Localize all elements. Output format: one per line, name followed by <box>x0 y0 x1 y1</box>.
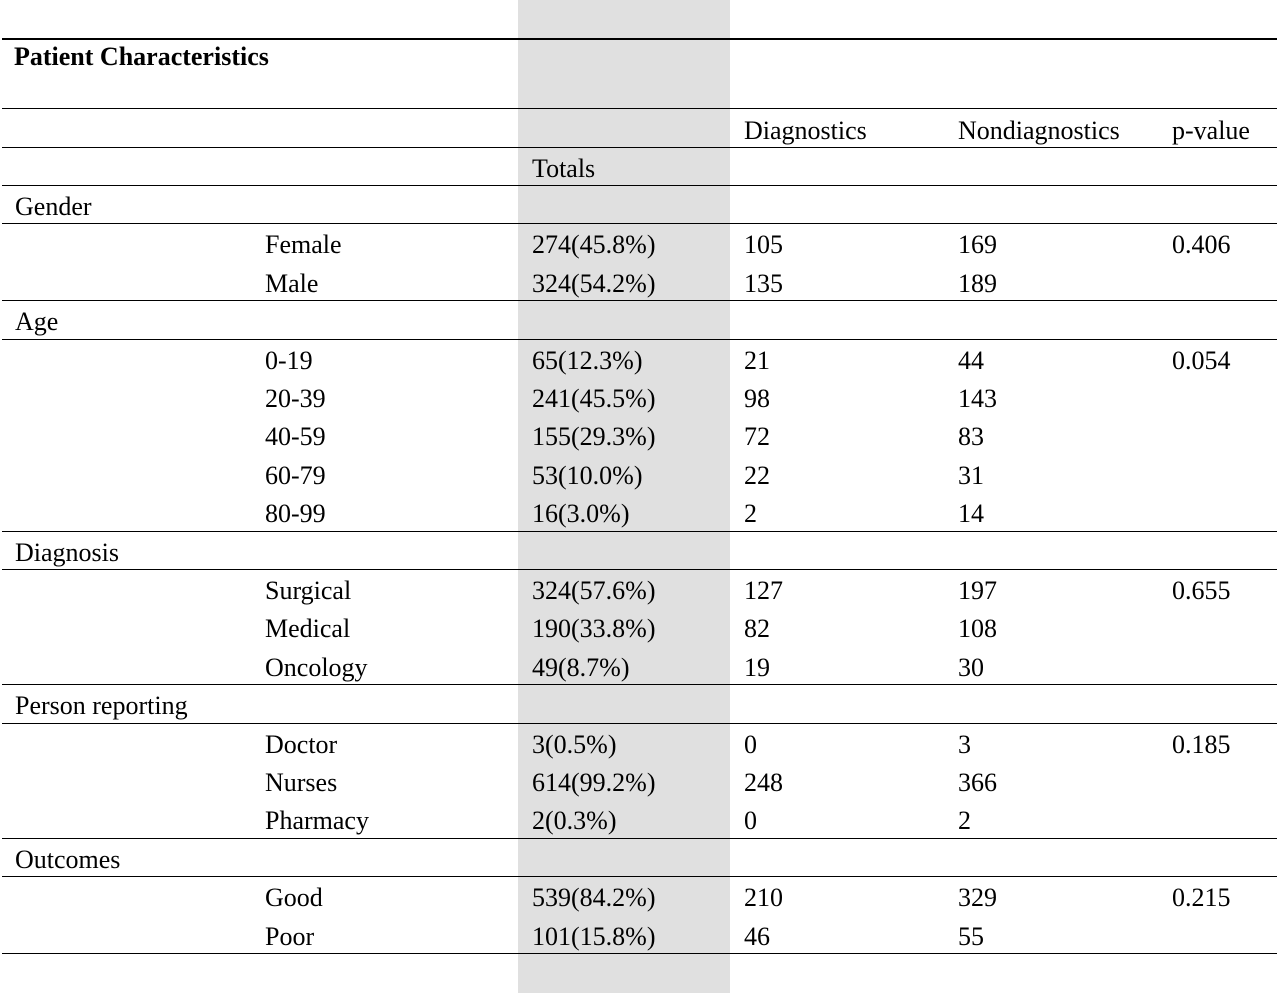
row-diagnostics: 22 <box>744 460 770 490</box>
row-pvalue: 0.185 <box>1172 729 1231 759</box>
row-pvalue: 0.655 <box>1172 576 1231 605</box>
row-total: 16(3.0%) <box>532 499 630 529</box>
row-total: 49(8.7%) <box>532 652 630 682</box>
row-category: Doctor <box>265 729 338 759</box>
row-nondiagnostics: 169 <box>958 230 997 260</box>
row-category: Nurses <box>265 768 338 797</box>
row-nondiagnostics: 31 <box>958 460 984 490</box>
row-category: 80-99 <box>265 499 326 529</box>
row-total: 53(10.0%) <box>532 460 643 490</box>
row-category: Pharmacy <box>265 806 369 836</box>
group-label: Age <box>15 307 59 337</box>
row-category: 20-39 <box>265 384 326 413</box>
row-category: Surgical <box>265 576 352 605</box>
row-category: Oncology <box>265 652 368 682</box>
row-diagnostics: 21 <box>744 345 770 375</box>
row-nondiagnostics: 189 <box>958 268 997 298</box>
header-diagnostics: Diagnostics <box>744 116 867 145</box>
row-diagnostics: 135 <box>744 268 783 298</box>
totals-header-rule <box>2 185 1277 186</box>
row-diagnostics: 72 <box>744 422 770 452</box>
row-total: 614(99.2%) <box>532 768 656 797</box>
group-label: Gender <box>15 192 92 221</box>
row-diagnostics: 0 <box>744 729 757 759</box>
section-rule <box>2 838 1277 839</box>
row-nondiagnostics: 55 <box>958 921 984 951</box>
row-total: 65(12.3%) <box>532 345 643 375</box>
table-top-rule <box>2 38 1277 40</box>
row-diagnostics: 105 <box>744 230 783 260</box>
totals-column-shading <box>518 0 730 993</box>
row-total: 241(45.5%) <box>532 384 656 413</box>
row-category: Male <box>265 268 319 298</box>
section-rule <box>2 300 1277 301</box>
header-nondiagnostics: Nondiagnostics <box>958 116 1120 145</box>
row-nondiagnostics: 83 <box>958 422 984 452</box>
group-label: Diagnosis <box>15 537 119 567</box>
header-totals: Totals <box>532 154 596 183</box>
group-rule <box>2 723 1277 724</box>
row-diagnostics: 0 <box>744 806 757 836</box>
row-nondiagnostics: 143 <box>958 384 997 413</box>
row-nondiagnostics: 14 <box>958 499 984 529</box>
row-nondiagnostics: 108 <box>958 614 997 644</box>
row-pvalue: 0.215 <box>1172 883 1231 913</box>
row-diagnostics: 46 <box>744 921 770 951</box>
row-total: 3(0.5%) <box>532 729 617 759</box>
row-nondiagnostics: 329 <box>958 883 997 913</box>
section-rule <box>2 531 1277 532</box>
row-diagnostics: 210 <box>744 883 783 913</box>
row-diagnostics: 2 <box>744 499 757 529</box>
group-rule <box>2 339 1277 340</box>
row-category: Medical <box>265 614 351 644</box>
row-diagnostics: 19 <box>744 652 770 682</box>
row-diagnostics: 127 <box>744 576 783 605</box>
row-nondiagnostics: 2 <box>958 806 971 836</box>
row-nondiagnostics: 3 <box>958 729 971 759</box>
row-category: 40-59 <box>265 422 326 452</box>
row-category: 60-79 <box>265 460 326 490</box>
row-pvalue: 0.406 <box>1172 230 1231 260</box>
row-category: Female <box>265 230 342 260</box>
row-category: 0-19 <box>265 345 313 375</box>
group-label: Person reporting <box>15 691 188 721</box>
row-pvalue: 0.054 <box>1172 345 1231 375</box>
row-category: Poor <box>265 921 315 951</box>
table-bottom-rule <box>2 953 1277 954</box>
row-diagnostics: 248 <box>744 768 783 797</box>
row-nondiagnostics: 366 <box>958 768 997 797</box>
row-nondiagnostics: 44 <box>958 345 984 375</box>
row-total: 2(0.3%) <box>532 806 617 836</box>
row-nondiagnostics: 30 <box>958 652 984 682</box>
group-rule <box>2 223 1277 224</box>
section-rule <box>2 684 1277 685</box>
row-nondiagnostics: 197 <box>958 576 997 605</box>
header-pvalue: p-value <box>1172 116 1250 145</box>
group-rule <box>2 876 1277 877</box>
row-total: 324(54.2%) <box>532 268 656 298</box>
row-category: Good <box>265 883 323 913</box>
group-rule <box>2 569 1277 570</box>
group-label: Outcomes <box>15 844 121 874</box>
row-total: 274(45.8%) <box>532 230 656 260</box>
row-total: 539(84.2%) <box>532 883 656 913</box>
row-diagnostics: 98 <box>744 384 770 413</box>
header-rule <box>2 147 1277 148</box>
table-title: Patient Characteristics <box>14 42 269 71</box>
row-total: 190(33.8%) <box>532 614 656 644</box>
title-bottom-rule <box>2 108 1277 109</box>
row-total: 324(57.6%) <box>532 576 656 605</box>
row-diagnostics: 82 <box>744 614 770 644</box>
row-total: 155(29.3%) <box>532 422 656 452</box>
row-total: 101(15.8%) <box>532 921 656 951</box>
